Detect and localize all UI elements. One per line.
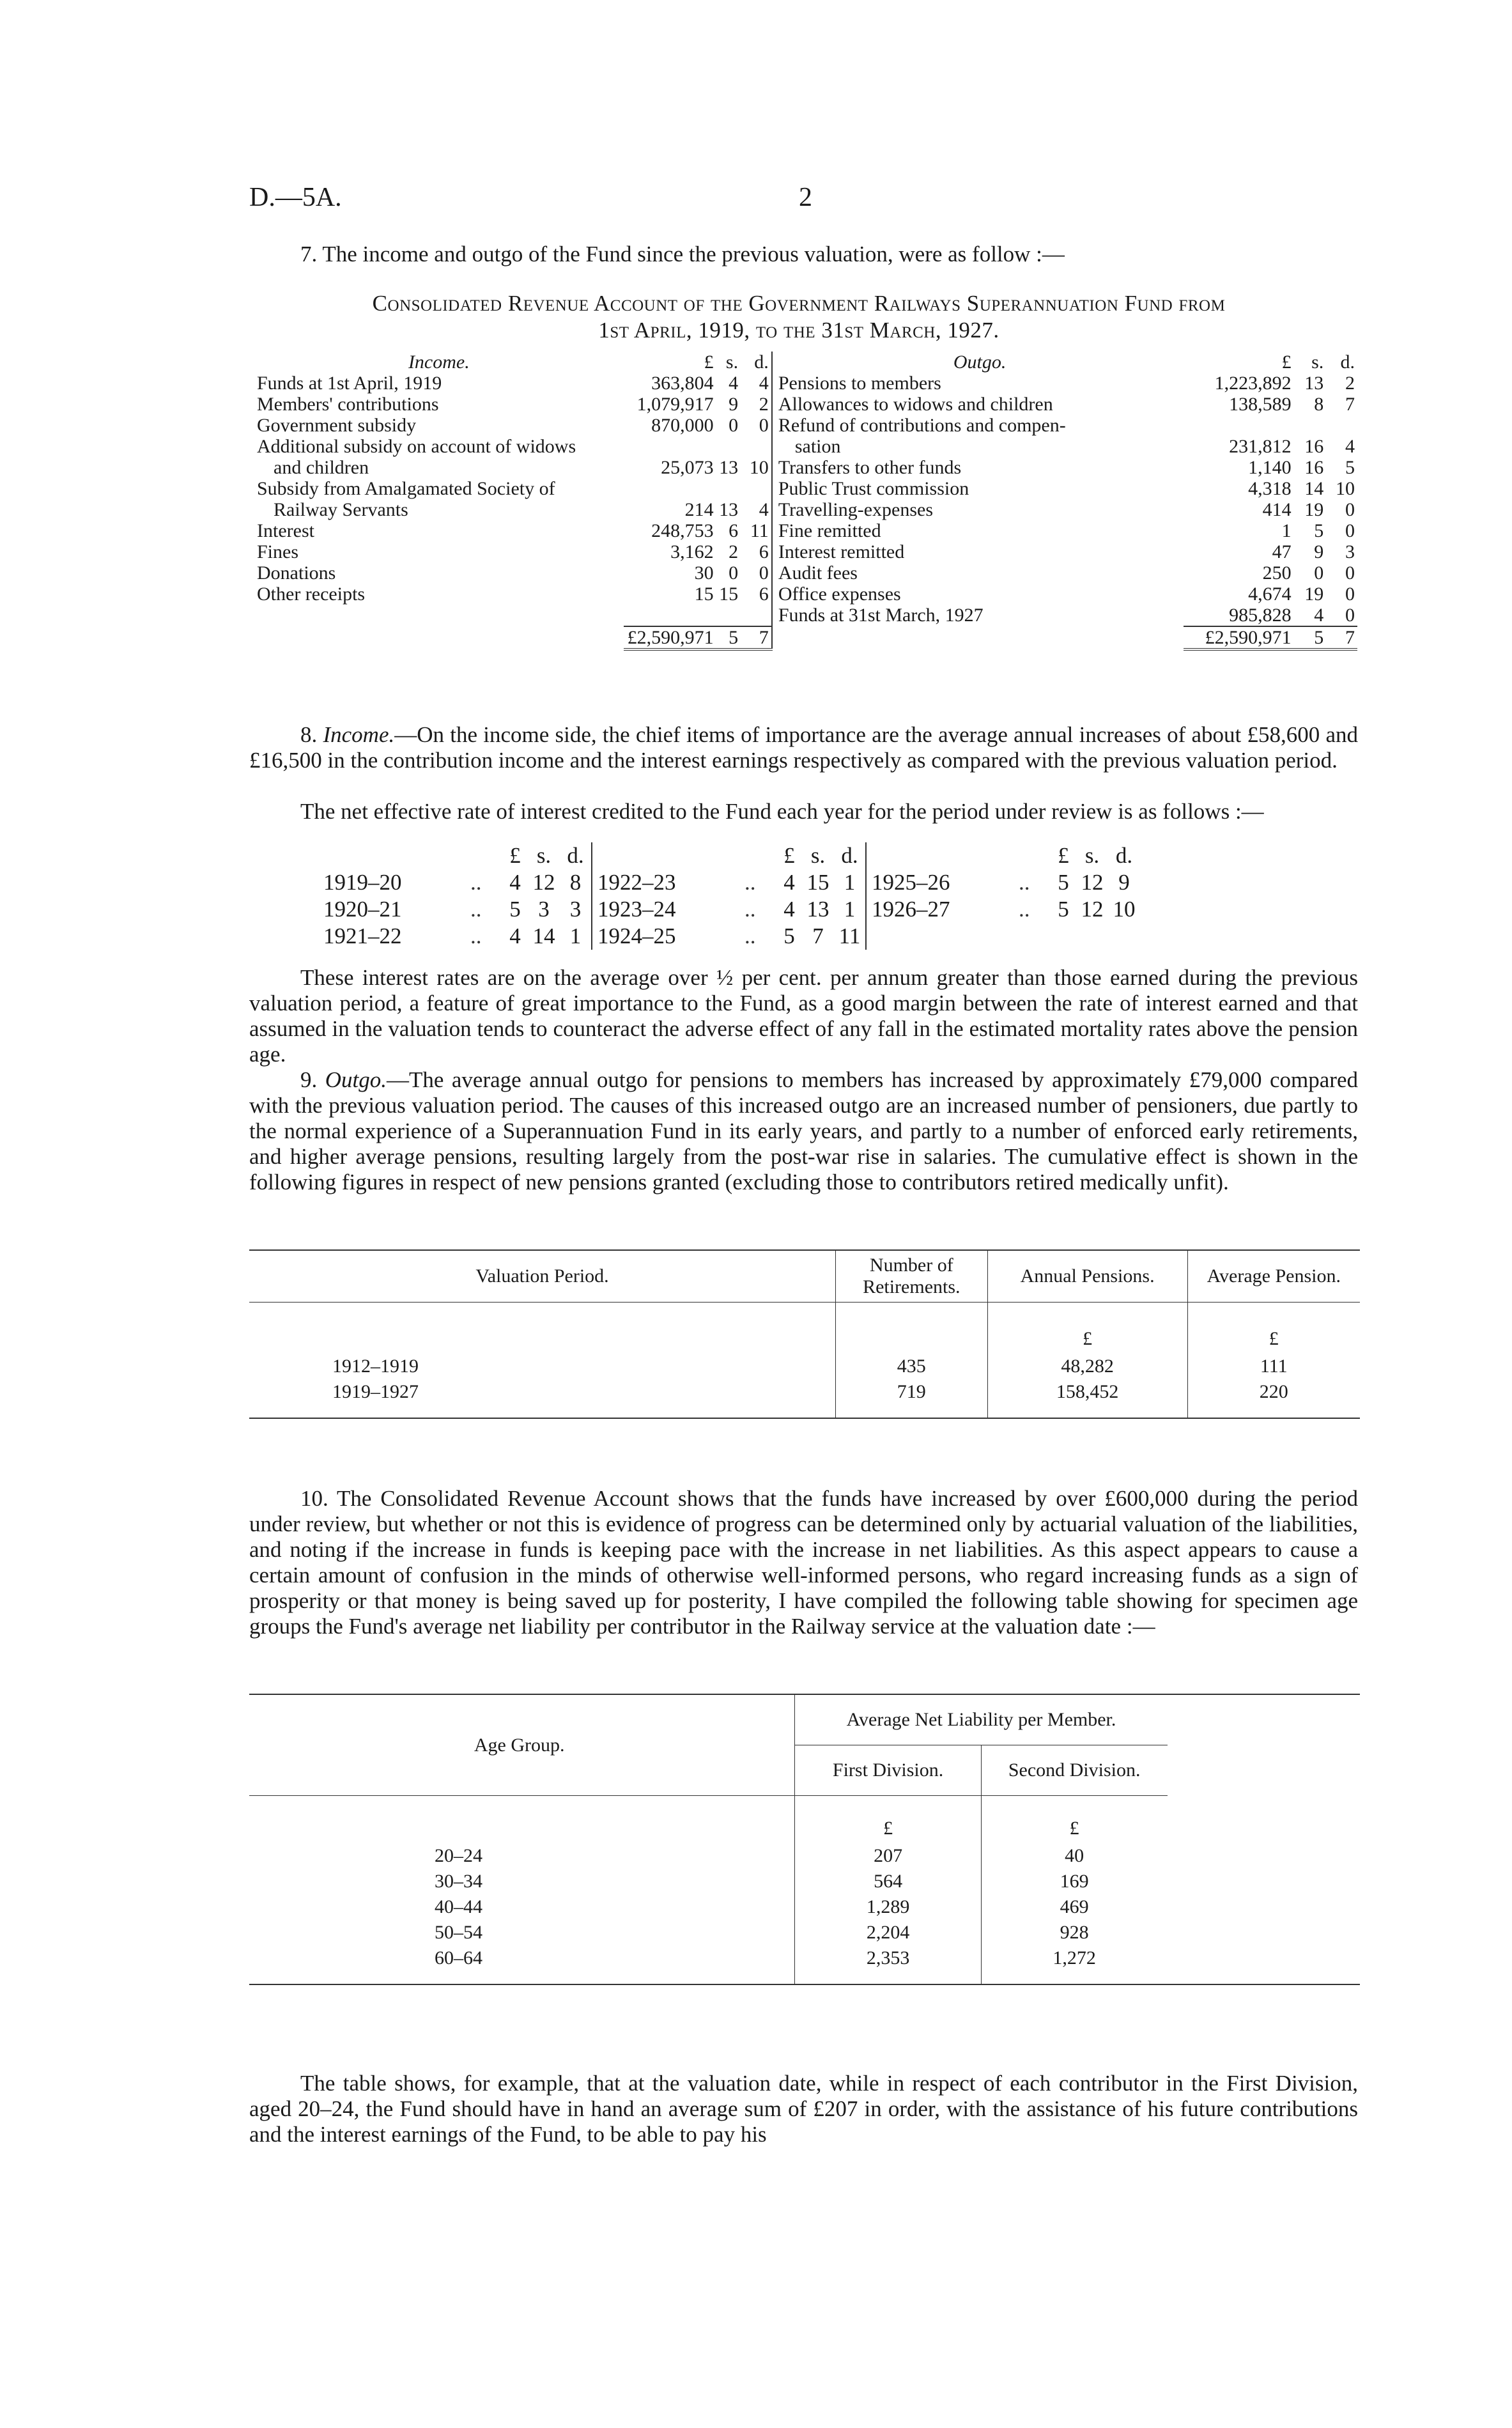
rate-year: 1926–27 (872, 897, 950, 922)
account-row (254, 457, 1357, 478)
outgo-item-pence: 7 (1345, 394, 1355, 415)
first-division-unit: £ (795, 1796, 981, 1844)
outgo-item-label: Office expenses (778, 584, 901, 605)
section8-para1 (249, 722, 1358, 773)
liability-first-division: 2,353 (795, 1945, 981, 1971)
account-row (254, 415, 1357, 436)
retirement-row (249, 1379, 1360, 1405)
income-item-pounds: 1,079,917 (636, 394, 714, 415)
section8-para1-text: —On the income side, the chief items of importance are the average annual increases of about £58,600 and £16,500 in the contribution income and the interest earnings respectively as compared with the previous valuation period. (249, 722, 1358, 773)
income-item-pounds: 3,162 (670, 541, 714, 562)
outgo-item-label: Transfers to other funds (778, 457, 962, 478)
outgo-item-pence (1326, 415, 1357, 436)
income-item-pence (741, 478, 772, 499)
second-division-unit: £ (981, 1796, 1167, 1844)
outgo-item-pence: 2 (1345, 373, 1355, 394)
retirements-table (249, 1249, 1360, 1419)
outgo-item-label: Public Trust commission (778, 478, 969, 499)
liability-second-division: 169 (981, 1869, 1167, 1894)
liability-second-division: 40 (981, 1843, 1167, 1869)
income-item-shillings: 15 (719, 584, 739, 605)
liability-age-group: 40–44 (435, 1896, 482, 1917)
rates-pence-head: d. (567, 843, 584, 868)
retirement-period: 1919–1927 (332, 1381, 419, 1402)
outgo-item-pounds: 1 (1281, 520, 1292, 541)
rate-shillings: 14 (532, 924, 555, 948)
account-row (254, 499, 1357, 520)
retirement-row (249, 1354, 1360, 1379)
outgo-item-shillings: 13 (1304, 373, 1324, 394)
rate-pence: 11 (838, 924, 861, 948)
retirement-period: 1912–1919 (332, 1356, 419, 1377)
outgo-item-pounds (1184, 415, 1293, 436)
income-shillings-head: s. (725, 352, 739, 373)
liability-first-division: 207 (795, 1843, 981, 1869)
income-item-shillings (716, 605, 741, 626)
rates-pounds-head: £ (509, 843, 521, 868)
col-first-division: First Division. (795, 1745, 981, 1796)
rate-year: 1920–21 (323, 897, 402, 922)
section9-para (249, 1067, 1358, 1195)
rate-pounds: 4 (509, 870, 521, 895)
outgo-item-pence: 4 (1345, 436, 1355, 457)
income-item-pounds: 248,753 (651, 520, 714, 541)
income-item-pence: 10 (749, 457, 769, 478)
income-item-label: Subsidy from Amalgamated Society of (257, 478, 555, 499)
rates-pence-head: d. (1115, 843, 1133, 868)
income-total-shillings: 5 (716, 626, 741, 649)
outgo-total-shillings: 5 (1294, 626, 1327, 649)
rate-pounds: 5 (1058, 870, 1069, 895)
col-number-retirements: Number of Retirements. (836, 1250, 987, 1303)
outgo-item-label: sation (794, 436, 841, 457)
outgo-item-shillings: 4 (1314, 605, 1324, 626)
liability-second-division: 469 (981, 1894, 1167, 1920)
liability-row (249, 1869, 1360, 1894)
rate-pounds: 5 (509, 897, 521, 922)
rates-row: 1919–20 .. 4 12 8 1922–23 .. 4 15 1 1925–26 .. 5 12 9 (320, 869, 1140, 896)
section8-heading: Income. (323, 722, 395, 747)
rate-pounds: 4 (783, 870, 795, 895)
income-item-label: Fines (257, 541, 299, 562)
rate-year: 1922–23 (598, 870, 676, 895)
rate-pounds: 5 (783, 924, 795, 948)
outgo-item-pounds: 250 (1262, 562, 1292, 584)
account-row (254, 584, 1357, 605)
outgo-item-shillings: 0 (1314, 562, 1324, 584)
outgo-item-label: Audit fees (778, 562, 858, 584)
outgo-item-pence: 0 (1345, 499, 1355, 520)
rate-year: 1924–25 (598, 924, 676, 948)
rates-shillings-head: s. (1084, 843, 1100, 868)
outgo-item-shillings: 5 (1314, 520, 1324, 541)
annual-pension-unit: £ (987, 1303, 1187, 1354)
income-item-pence: 0 (759, 562, 769, 584)
outgo-item-label: Pensions to members (778, 373, 941, 394)
outgo-item-label: Funds at 31st March, 1927 (778, 605, 984, 626)
income-item-label: Interest (257, 520, 314, 541)
account-row (254, 541, 1357, 562)
outgo-item-shillings: 16 (1304, 436, 1324, 457)
income-item-label: and children (274, 457, 369, 478)
rate-shillings: 13 (806, 897, 829, 922)
account-row (254, 436, 1357, 457)
revenue-account-table (254, 352, 1357, 651)
account-title-line1: Consolidated Revenue Account of the Government Railways Superannuation Fund from (372, 291, 1226, 316)
col-valuation-period: Valuation Period. (249, 1250, 836, 1303)
col-average-pension: Average Pension. (1187, 1250, 1360, 1303)
income-item-shillings: 0 (729, 415, 739, 436)
interest-rates-table (320, 842, 1140, 950)
liability-table (249, 1694, 1360, 1985)
income-pounds-head: £ (704, 352, 714, 373)
outgo-pence-head: d. (1340, 352, 1355, 373)
rates-pounds-head: £ (783, 843, 795, 868)
account-row (254, 520, 1357, 541)
section9-number: 9. (300, 1067, 325, 1092)
rate-shillings: 7 (812, 924, 824, 948)
outgo-item-shillings: 9 (1314, 541, 1324, 562)
account-row (254, 478, 1357, 499)
income-item-label: Railway Servants (274, 499, 408, 520)
income-item-shillings: 6 (729, 520, 739, 541)
income-item-shillings: 2 (729, 541, 739, 562)
income-item-label: Members' contributions (257, 394, 439, 415)
outgo-item-pence: 10 (1336, 478, 1355, 499)
income-item-shillings: 4 (729, 373, 739, 394)
account-title-line2: 1st April, 1919, to the 31st March, 1927. (598, 318, 999, 343)
income-total-pounds: £2,590,971 (624, 626, 716, 649)
retirement-annual: 158,452 (987, 1379, 1187, 1405)
section8-para2: The net effective rate of interest credited to the Fund each year for the period under review is as follows :— (300, 799, 1264, 824)
rate-pence: 8 (569, 870, 582, 895)
income-item-pence: 6 (759, 541, 769, 562)
rate-shillings: 12 (532, 870, 555, 895)
outgo-item-pounds: 4,674 (1248, 584, 1292, 605)
outgo-item-pounds: 1,223,892 (1214, 373, 1292, 394)
income-item-label: Additional subsidy on account of widows (257, 436, 576, 457)
closing-para: The table shows, for example, that at the valuation date, while in respect of each contributor in the First Division, aged 20–24, the Fund should have in hand an average sum of £207 in order, with the assistance of his future contributions and the interest earnings of the Fund, to be able to pay his (249, 2071, 1358, 2147)
income-item-label: Government subsidy (257, 415, 417, 436)
income-item-shillings: 13 (719, 457, 739, 478)
income-item-shillings (716, 436, 741, 457)
rate-pence: 1 (569, 924, 582, 948)
section8-para3: These interest rates are on the average over ½ per cent. per annum greater than those earned during the previous valuation period, a feature of great importance to the Fund, as a good margin between the rate of interest earned and that assumed in the valuation tends to counteract the adverse effect of any fall in the estimated mortality rates above the pension age. (249, 965, 1358, 1067)
outgo-item-pounds: 985,828 (1229, 605, 1292, 626)
income-item-pence: 11 (750, 520, 769, 541)
rates-shillings-head: s. (810, 843, 826, 868)
liability-age-group: 20–24 (435, 1845, 482, 1866)
account-row (254, 562, 1357, 584)
liability-age-group: 30–34 (435, 1871, 482, 1892)
income-item-pounds (624, 478, 716, 499)
outgo-item-pounds: 138,589 (1229, 394, 1292, 415)
liability-row (249, 1843, 1360, 1869)
col-avg-net-liability: Average Net Liability per Member. (795, 1694, 1168, 1745)
liability-first-division: 1,289 (795, 1894, 981, 1920)
section8-number: 8. (300, 722, 323, 747)
rates-shillings-head: s. (536, 843, 552, 868)
retirement-average: 111 (1187, 1354, 1360, 1379)
income-item-label: Other receipts (257, 584, 366, 605)
income-item-label: Donations (257, 562, 336, 584)
income-item-pounds: 363,804 (651, 373, 714, 394)
rate-year: 1919–20 (323, 870, 402, 895)
outgo-item-pence: 5 (1345, 457, 1355, 478)
outgo-item-shillings: 19 (1304, 584, 1324, 605)
liability-first-division: 564 (795, 1869, 981, 1894)
outgo-pounds-head: £ (1281, 352, 1292, 373)
rate-shillings: 3 (538, 897, 550, 922)
retirement-annual: 48,282 (987, 1354, 1187, 1379)
rate-pounds: 4 (783, 897, 795, 922)
outgo-item-shillings: 14 (1304, 478, 1324, 499)
income-item-shillings: 0 (729, 562, 739, 584)
income-item-pence: 6 (759, 584, 769, 605)
account-row (254, 373, 1357, 394)
section9-heading: Outgo. (325, 1067, 387, 1092)
retirement-average: 220 (1187, 1379, 1360, 1405)
liability-row (249, 1945, 1360, 1971)
income-item-pence: 4 (759, 373, 769, 394)
account-row (254, 394, 1357, 415)
income-item-pence: 4 (759, 499, 769, 520)
liability-row (249, 1894, 1360, 1920)
outgo-shillings-head: s. (1311, 352, 1324, 373)
outgo-item-label: Fine remitted (778, 520, 881, 541)
income-item-pence: 0 (759, 415, 769, 436)
page-number: 2 (799, 183, 812, 212)
col-age-group: Age Group. (249, 1694, 795, 1796)
liability-first-division: 2,204 (795, 1920, 981, 1945)
rate-shillings: 12 (1081, 870, 1104, 895)
rate-pence: 10 (1113, 897, 1136, 922)
income-item-pounds: 25,073 (661, 457, 714, 478)
document-reference: D.—5A. (249, 183, 342, 212)
outgo-item-pounds: 231,812 (1229, 436, 1292, 457)
income-item-pounds (624, 605, 716, 626)
rate-shillings: 15 (806, 870, 829, 895)
income-item-label: Funds at 1st April, 1919 (257, 373, 442, 394)
rate-year: 1921–22 (323, 924, 402, 948)
income-item-pounds: 214 (684, 499, 714, 520)
income-pence-head: d. (754, 352, 769, 373)
outgo-item-pounds: 1,140 (1248, 457, 1292, 478)
outgo-item-shillings (1294, 415, 1327, 436)
outgo-item-pence: 0 (1345, 562, 1355, 584)
rates-pounds-head: £ (1058, 843, 1069, 868)
outgo-item-label: Allowances to widows and children (778, 394, 1053, 415)
liability-second-division: 928 (981, 1920, 1167, 1945)
rate-pence: 1 (844, 870, 856, 895)
outgo-item-pence: 0 (1345, 605, 1355, 626)
outgo-heading: Outgo. (953, 352, 1007, 373)
income-item-pence: 2 (759, 394, 769, 415)
outgo-item-pence: 0 (1345, 584, 1355, 605)
rate-pence: 3 (569, 897, 582, 922)
retirement-count: 719 (836, 1379, 987, 1405)
rate-year: 1923–24 (598, 897, 676, 922)
outgo-total-pence: 7 (1326, 626, 1357, 649)
liability-age-group: 60–64 (435, 1947, 482, 1968)
outgo-item-pence: 0 (1345, 520, 1355, 541)
rate-year: 1925–26 (872, 870, 950, 895)
income-item-label (254, 605, 624, 626)
income-item-pounds (624, 436, 716, 457)
income-item-pounds: 15 (694, 584, 714, 605)
income-item-pence (741, 605, 772, 626)
rate-pounds: 5 (1058, 897, 1069, 922)
liability-row (249, 1920, 1360, 1945)
outgo-item-shillings: 16 (1304, 457, 1324, 478)
outgo-item-label: Refund of contributions and compen- (778, 415, 1066, 436)
col-annual-pensions: Annual Pensions. (987, 1250, 1187, 1303)
rates-pence-head: d. (841, 843, 858, 868)
rate-shillings: 12 (1081, 897, 1104, 922)
liability-second-division: 1,272 (981, 1945, 1167, 1971)
income-item-shillings: 13 (719, 499, 739, 520)
outgo-item-pence: 3 (1345, 541, 1355, 562)
income-item-pounds: 30 (694, 562, 714, 584)
income-heading: Income. (408, 352, 470, 373)
outgo-item-pounds: 414 (1262, 499, 1292, 520)
income-total-pence: 7 (741, 626, 772, 649)
outgo-item-pounds: 47 (1272, 541, 1292, 562)
outgo-item-shillings: 8 (1314, 394, 1324, 415)
retirement-count: 435 (836, 1354, 987, 1379)
col-second-division: Second Division. (981, 1745, 1167, 1796)
rate-pence: 1 (844, 897, 856, 922)
section9-text: —The average annual outgo for pensions to members has increased by approximately £79,000 compared with the previous valuation period. The causes of this increased outgo are an increased number of pensioners, due partly to the normal experience of a Superannuation Fund in its early years, and partly to a number of enforced early retirements, and higher average pensions, resulting largely from the post-war rise in salaries. The cumulative effect is shown in the following figures in respect of new pensions granted (excluding those to contributors retired medically unfit). (249, 1067, 1358, 1195)
outgo-total-pounds: £2,590,971 (1184, 626, 1293, 649)
rates-row: 1920–21 .. 5 3 3 1923–24 .. 4 13 1 1926–27 .. 5 12 10 (320, 896, 1140, 923)
income-item-shillings: 9 (729, 394, 739, 415)
section7-intro: 7. The income and outgo of the Fund since the previous valuation, were as follow :— (300, 242, 1065, 267)
rates-row: 1921–22 .. 4 14 1 1924–25 .. 5 7 11 (320, 923, 1140, 950)
account-row (254, 605, 1357, 626)
outgo-item-label: Interest remitted (778, 541, 905, 562)
outgo-item-shillings: 19 (1304, 499, 1324, 520)
liability-age-group: 50–54 (435, 1922, 482, 1943)
average-pension-unit: £ (1187, 1303, 1360, 1354)
income-item-shillings (716, 478, 741, 499)
section10-para: 10. The Consolidated Revenue Account shows that the funds have increased by over £600,000 during the period under review, but whether or not this is evidence of progress can be determined only by actuarial valuation of the liabilities, and noting if the increase in funds is keeping pace with the increase in net liabilities. As this aspect appears to cause a certain amount of confusion in the minds of otherwise well-informed persons, who regard increasing funds as a sign of prosperity or that money is being saved up for posterity, I have compiled the following table showing for specimen age groups the Fund's average net liability per contributor in the Railway service at the valuation date :— (249, 1486, 1358, 1639)
income-item-pounds: 870,000 (651, 415, 714, 436)
outgo-item-label: Travelling-expenses (778, 499, 934, 520)
income-item-pence (741, 436, 772, 457)
outgo-item-pounds: 4,318 (1248, 478, 1292, 499)
rate-pence: 9 (1118, 870, 1130, 895)
rate-pounds: 4 (509, 924, 521, 948)
